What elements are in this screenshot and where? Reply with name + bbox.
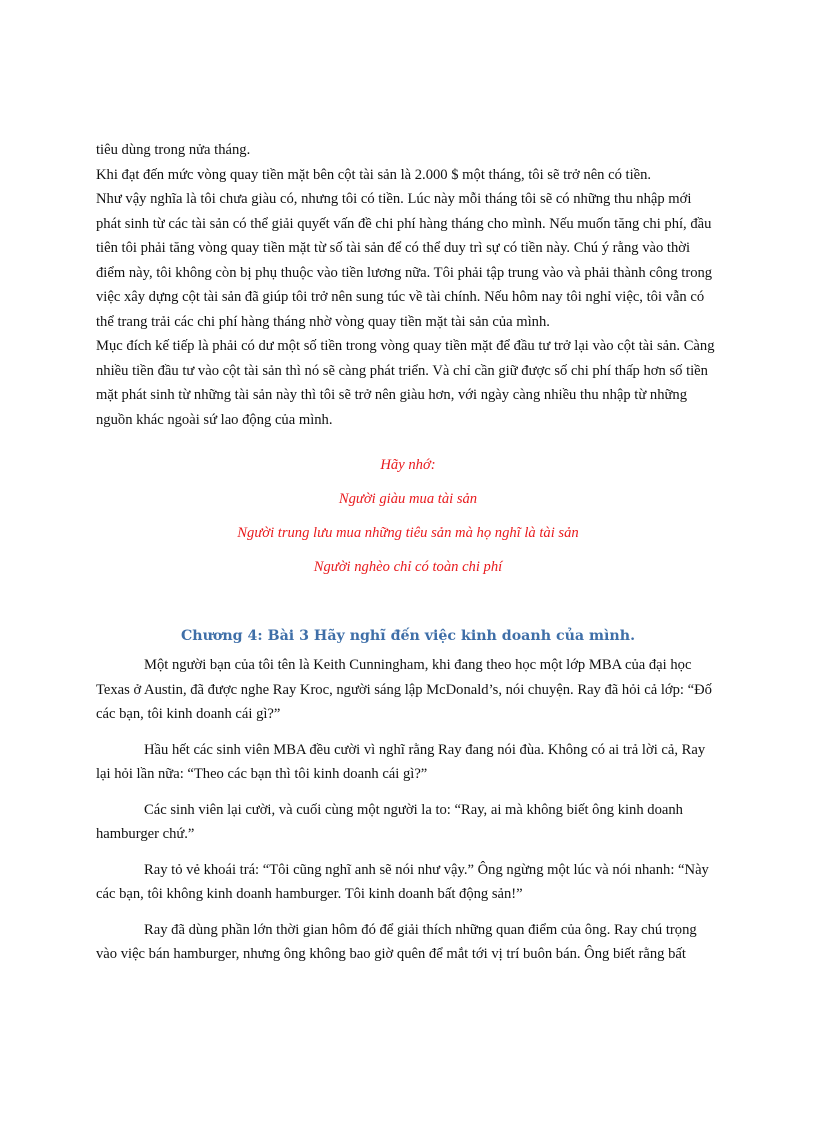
remember-heading: Hãy nhớ:	[380, 457, 436, 473]
remember-line-poor: Người nghèo chỉ có toàn chi phí	[313, 559, 503, 575]
remember-quote-block	[96, 454, 720, 579]
page-content	[96, 138, 720, 978]
paragraph-intro-3: Như vậy nghĩa là tôi chưa giàu có, nhưng tôi có tiền. Lúc này mỗi tháng tôi sẽ có những thu nhập mới phát sinh từ các tài sản có thể giải quyết vấn đề chi phí hàng tháng cho mình. Nếu muốn tăng chi phí, đầu tiên tôi phải tăng vòng quay tiền mặt từ số tài sản để có thể duy trì sự có tiền này. Chú ý rằng vào thời điểm này, tôi không còn bị phụ thuộc vào tiền lương nữa. Tôi phải tập trung vào và phải thành công trong việc xây dựng cột tài sản đã giúp tôi trở nên sung túc về tài chính. Nếu hôm nay tôi nghỉ việc, tôi vẫn có thể trang trải các chi phí hàng tháng nhờ vòng quay tiền mặt tài sản của mình.	[96, 191, 713, 330]
remember-line-middle-class: Người trung lưu mua những tiêu sản mà họ nghĩ là tài sản	[237, 525, 579, 541]
remember-line-rich: Người giàu mua tài sản	[338, 491, 478, 507]
paragraph-intro-4: Mục đích kế tiếp là phải có dư một số tiền trong vòng quay tiền mặt để đầu tư trở lại vào cột tài sản. Càng nhiều tiền đầu tư vào cột tài sản thì nó sẽ càng phát triển. Và chỉ cần giữ được số chi phí thấp hơn số tiền mặt phát sinh từ những tài sản này thì tôi sẽ trở nên giàu hơn, với ngày càng nhiều thu nhập từ những nguồn khác ngoài sứ lao động của mình.	[96, 338, 715, 428]
chapter-heading: Chương 4: Bài 3 Hãy nghĩ đến việc kinh doanh của mình.	[180, 628, 636, 644]
paragraph-intro-1: tiêu dùng trong nửa tháng.	[96, 142, 251, 158]
chapter-paragraph-4: Ray tỏ vẻ khoái trá: “Tôi cũng nghĩ anh sẽ nói như vậy.” Ông ngừng một lúc và nói nhanh: “Này các bạn, tôi không kinh doanh hamburger. Tôi kinh doanh bất động sản!”	[96, 861, 709, 902]
chapter-paragraph-1: Một người bạn của tôi tên là Keith Cunningham, khi đang theo học một lớp MBA của đại học Texas ở Austin, đã được nghe Ray Kroc, người sáng lập McDonald’s, nói chuyện. Ray đã hỏi cả lớp: “Đố các bạn, tôi kinh doanh cái gì?”	[96, 657, 712, 722]
paragraph-intro-2: Khi đạt đến mức vòng quay tiền mặt bên cột tài sản là 2.000 $ một tháng, tôi sẽ trở nên có tiền.	[96, 166, 652, 183]
chapter-paragraph-3: Các sinh viên lại cười, và cuối cùng một người la to: “Ray, ai mà không biết ông kinh doanh hamburger chứ.”	[96, 801, 683, 842]
chapter-paragraph-2: Hầu hết các sinh viên MBA đều cười vì nghĩ rằng Ray đang nói đùa. Không có ai trả lời cả, Ray lại hỏi lần nữa: “Theo các bạn thì tôi kinh doanh cái gì?”	[96, 741, 706, 782]
chapter-paragraph-5: Ray đã dùng phần lớn thời gian hôm đó để giải thích những quan điểm của ông. Ray chú trọng vào việc bán hamburger, nhưng ông không bao giờ quên để mắt tới vị trí buôn bán. Ông biết rằng bất	[96, 921, 697, 962]
